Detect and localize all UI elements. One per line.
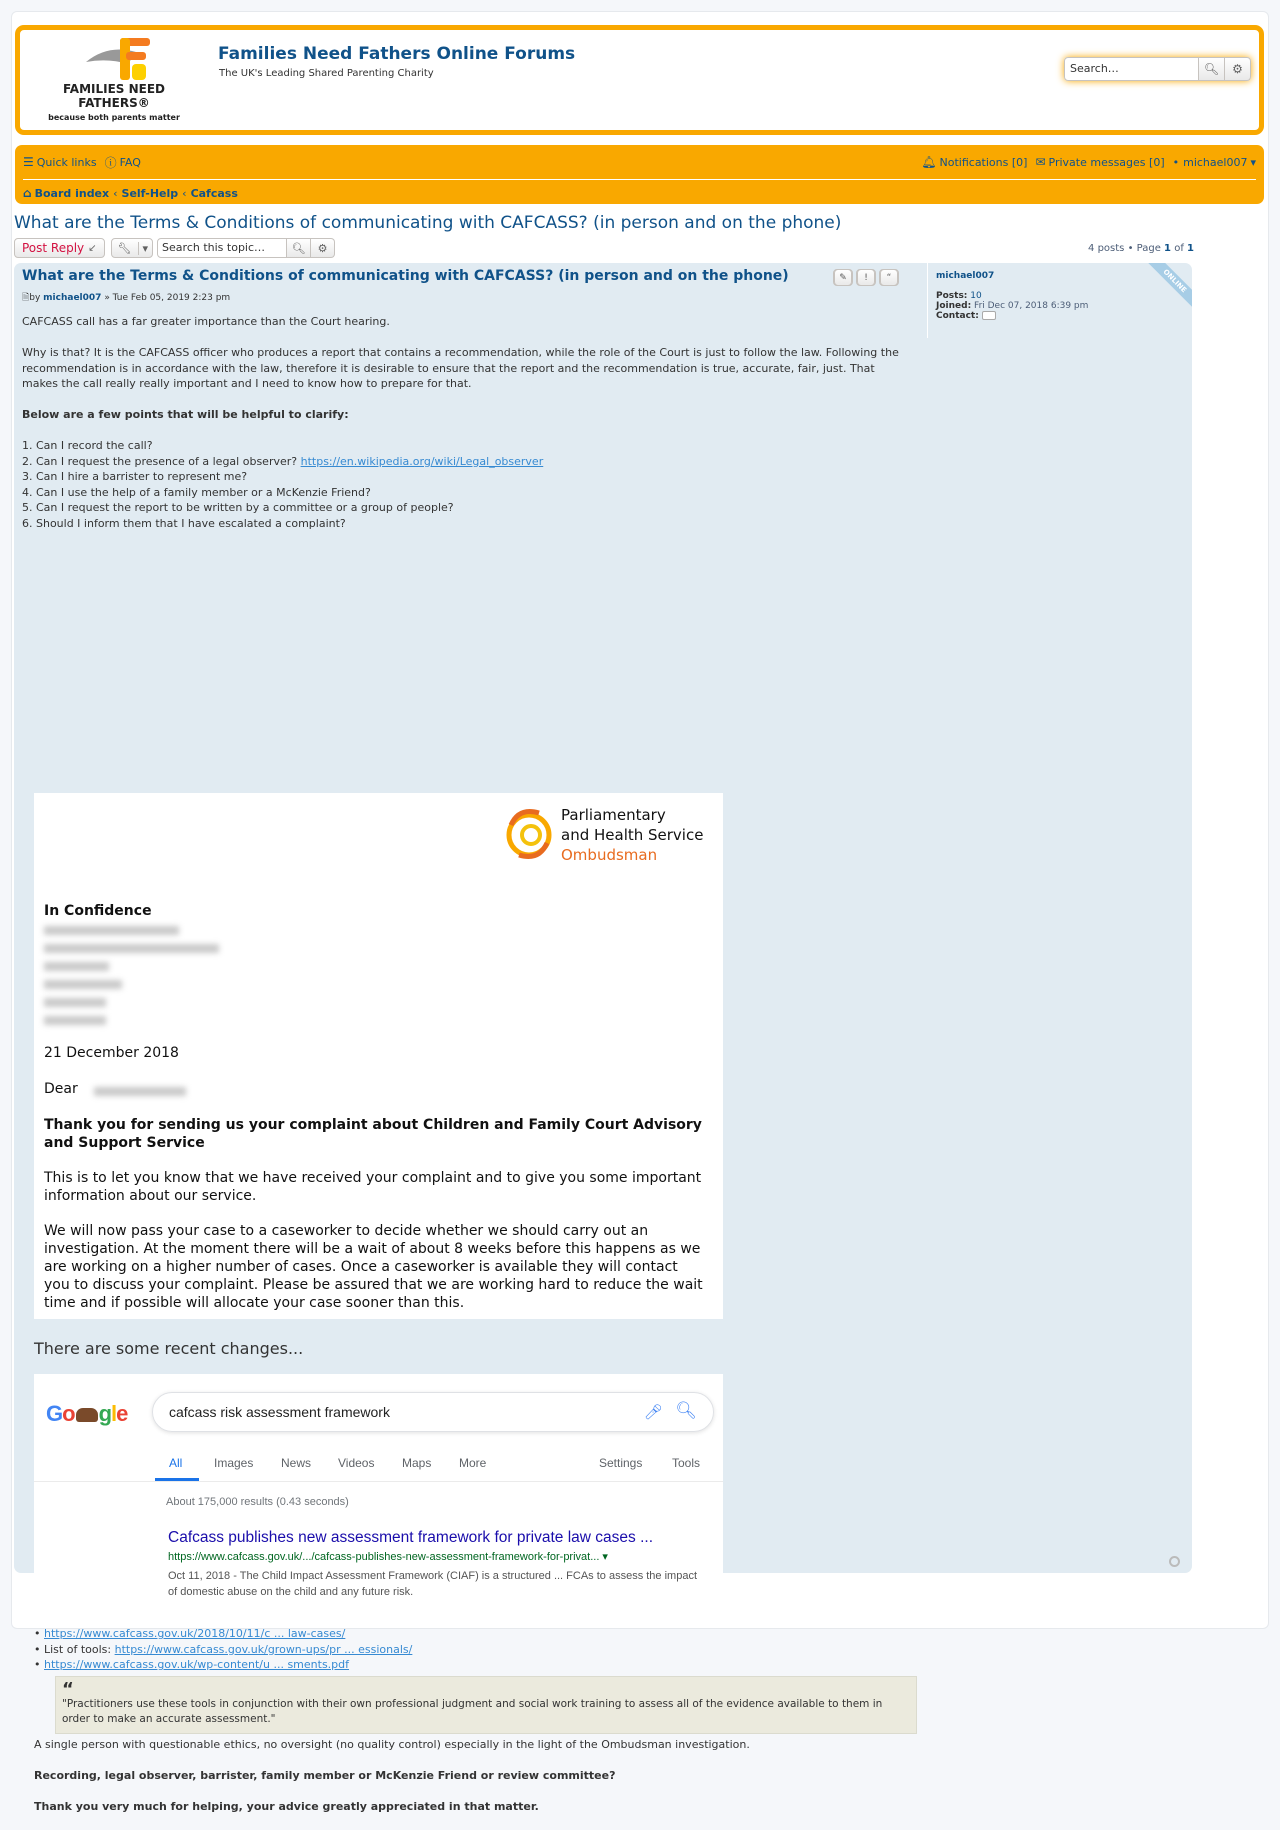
post-paragraph: A single person with questionable ethics, no oversight (no quality control) especially in the light of the Ombudsman investigation.	[34, 1738, 750, 1751]
wrench-icon: 🔧︎	[117, 241, 132, 255]
profile-posts-count[interactable]: 10	[970, 291, 982, 301]
profile-joined: Joined: Fri Dec 07, 2018 6:39 pm	[936, 301, 1089, 311]
contact-icon[interactable]	[982, 311, 996, 320]
profile-contact: Contact:	[936, 311, 1184, 321]
google-tab-maps: Maps	[402, 1456, 432, 1470]
post-actions	[833, 269, 899, 286]
post-file-icon: 🗎︎	[22, 293, 30, 303]
post-paragraph-bold: Thank you very much for helping, your advice greatly appreciated in that matter.	[34, 1800, 539, 1813]
recent-changes-text: There are some recent changes...	[34, 1339, 304, 1358]
breadcrumb-cafcass[interactable]: Cafcass	[190, 186, 238, 200]
faq-link[interactable]: ⓘ FAQ	[104, 155, 141, 170]
breadcrumb	[23, 179, 1256, 200]
link-item: • https://www.cafcass.gov.uk/wp-content/u ... sments.pdf	[34, 1658, 350, 1671]
search-button[interactable]	[1199, 57, 1225, 81]
redacted-line	[44, 980, 122, 989]
cafcass-link-1[interactable]: https://www.cafcass.gov.uk/2018/10/11/c ... law-cases/	[44, 1627, 346, 1640]
point-item: 1. Can I record the call?	[22, 439, 153, 452]
google-tab-images: Images	[214, 1456, 254, 1470]
google-result-url: https://www.cafcass.gov.uk/.../cafcass-publishes-new-assessment-framework-for-privat... ▾	[168, 1551, 608, 1563]
topic-tools-button[interactable]	[111, 238, 154, 258]
google-tab-tools: Tools	[672, 1456, 701, 1470]
question-icon: ⓘ	[104, 155, 117, 170]
post-reply-button[interactable]: Post Reply ↙	[14, 238, 105, 258]
redacted-name	[94, 1087, 186, 1096]
link-item: • https://www.cafcass.gov.uk/2018/10/11/c ... law-cases/	[34, 1627, 346, 1640]
post-meta: 🗎︎by michael007 » Tue Feb 05, 2019 2:23 pm	[22, 293, 231, 303]
redacted-line	[44, 962, 109, 971]
letter-confidence: In Confidence	[44, 903, 152, 919]
post	[14, 263, 1192, 1813]
header-search-input[interactable]: Search…	[1064, 57, 1199, 81]
header-search	[1064, 57, 1251, 81]
exclamation-icon: !	[857, 269, 875, 286]
caret-down-icon: ▾	[138, 242, 153, 255]
google-doodle-logo: Go gle	[46, 1401, 128, 1426]
point-item: 5. Can I request the report to be written by a committee or a group of people?	[22, 501, 454, 514]
breadcrumb-self-help[interactable]: Self-Help	[121, 186, 179, 200]
points-list	[22, 438, 912, 531]
link-item: • List of tools: https://www.cafcass.gov.uk/grown-ups/pr ... essionals/	[34, 1642, 413, 1656]
post-paragraph-bold: Recording, legal observer, barrister, family member or McKenzie Friend or review committee?	[34, 1769, 616, 1782]
chevron-down-icon: ▾	[1250, 155, 1256, 169]
topic-search-input[interactable]: Search this topic…	[157, 238, 287, 258]
google-tab-all: All	[169, 1456, 183, 1470]
post-paragraph-bold: Below are a few points that will be helpful to clarify:	[22, 408, 349, 421]
edit-button[interactable]	[833, 269, 853, 286]
google-tab-news: News	[281, 1456, 312, 1470]
site-logo[interactable]	[34, 34, 194, 129]
google-results-count: About 175,000 results (0.43 seconds)	[166, 1496, 349, 1508]
google-search-box: cafcass risk assessment framework 🎤︎ 🔍︎	[152, 1392, 714, 1432]
google-divider	[34, 1481, 723, 1482]
quote-icon: “	[880, 269, 898, 286]
user-menu[interactable]: michael007 ▾	[1183, 155, 1256, 169]
post-paragraph: CAFCASS call has a far greater importance than the Court hearing.	[22, 315, 390, 328]
google-tab-videos: Videos	[338, 1456, 375, 1470]
online-ribbon: ONLINE	[1144, 263, 1192, 311]
navbar	[15, 145, 1264, 204]
post-body	[22, 268, 912, 531]
letter-date: 21 December 2018	[44, 1045, 179, 1061]
breadcrumb-separator: ‹	[182, 186, 187, 200]
topic-action-bar	[14, 237, 1194, 259]
bell-icon: 🔔︎	[921, 155, 937, 169]
fnf-logo-icon	[78, 34, 168, 84]
ombudsman-logo-icon	[499, 803, 559, 863]
navbar-top-row	[23, 152, 1256, 172]
topic-search	[157, 238, 335, 258]
post-author-link[interactable]: michael007	[43, 293, 102, 303]
navbar-user-area	[921, 155, 1256, 169]
advanced-search-button[interactable]	[1225, 57, 1251, 81]
profile-posts: Posts: 10	[936, 291, 982, 301]
quick-links-menu[interactable]: ☰ Quick links	[23, 155, 97, 169]
point-item: 2. Can I request the presence of a legal observer? https://en.wikipedia.org/wiki/Legal_observer	[22, 454, 544, 468]
ombudsman-letter-image	[34, 793, 723, 1319]
hamburger-icon: ☰	[23, 155, 34, 169]
separator-dot: •	[1172, 155, 1180, 169]
redacted-line	[44, 998, 106, 1007]
point-item: 3. Can I hire a barrister to represent me?	[22, 470, 248, 483]
letter-paragraph: We will now pass your case to a caseworker to decide whether we should carry out an investigation. At the moment there will be a wait of about 8 weeks before this happens as we are working on a higher number of cases. Once a caseworker is available they will contact you to discuss your complaint. Please be assured that we are working hard to reduce the wait time and if possible will allocate your case sooner than this.	[44, 1223, 703, 1311]
point-item: 4. Can I use the help of a family member or a McKenzie Friend?	[22, 485, 371, 499]
post-paragraph: Why is that? It is the CAFCASS officer who produces a report that contains a recommendation, while the role of the Court is just to follow the law. Following the recommendation is in accordance with the law, therefore it is desirable to ensure that the report and the recommendation is true, accurate, fair, just. That makes the call really really important and I need to know how to prepare for that.	[22, 346, 899, 390]
logo-tagline: because both parents matter	[48, 113, 180, 122]
google-result-description: Oct 11, 2018 - The Child Impact Assessment Framework (CIAF) is a structured ... FCAs to assess the impact of domestic abuse on the child and any future risk.	[168, 1570, 697, 1598]
redacted-line	[44, 1016, 106, 1025]
post-content	[22, 314, 912, 531]
quote-text: "Practitioners use these tools in conjunction with their own professional judgment and social work training to assess all of the evidence available to them in order to make an accurate assessment."	[62, 1698, 883, 1725]
cafcass-link-2[interactable]: https://www.cafcass.gov.uk/grown-ups/pr ... essionals/	[114, 1642, 413, 1656]
gear-icon: ⚙	[317, 241, 328, 255]
notifications-link[interactable]: 🔔︎ Notifications [0]	[921, 155, 1028, 169]
blockquote	[55, 1676, 917, 1734]
google-search-image	[34, 1374, 723, 1606]
page-wrap	[11, 11, 1269, 1813]
microphone-icon: 🎤︎	[643, 1404, 663, 1421]
letter-salutation: Dear	[44, 1081, 78, 1097]
google-tab-more: More	[459, 1456, 487, 1470]
reply-arrow-icon: ↙	[88, 242, 97, 254]
site-title[interactable]: Families Need Fathers Online Forums	[218, 44, 576, 64]
site-header	[15, 25, 1264, 135]
redacted-line	[44, 926, 179, 935]
quote-button[interactable]	[879, 269, 899, 286]
gear-icon: ⚙	[1232, 62, 1243, 76]
breadcrumb-board-index[interactable]: Board index	[34, 186, 110, 200]
letter-paragraph: This is to let you know that we have received your complaint and to give you some important information about our service.	[44, 1170, 702, 1204]
legal-observer-link[interactable]: https://en.wikipedia.org/wiki/Legal_observer	[300, 454, 544, 468]
topic-search-button[interactable]	[287, 238, 311, 258]
quote-mark-icon: “	[62, 1679, 74, 1700]
cafcass-link-3[interactable]: https://www.cafcass.gov.uk/wp-content/u ... sments.pdf	[44, 1658, 350, 1671]
post-date: » Tue Feb 05, 2019 2:23 pm	[104, 293, 231, 303]
home-icon: ⌂	[23, 186, 32, 200]
post-title[interactable]: What are the Terms & Conditions of communicating with CAFCASS? (in person and on the phone)	[22, 268, 789, 284]
google-tab-settings: Settings	[599, 1456, 643, 1470]
ombudsman-name: Parliamentary and Health Service Ombudsman	[561, 806, 704, 864]
profile-username[interactable]: michael007	[936, 271, 995, 281]
site-description: The UK's Leading Shared Parenting Charity	[219, 68, 434, 79]
envelope-icon: ✉	[1035, 155, 1046, 169]
topic-advanced-search-button[interactable]	[311, 238, 335, 258]
back-to-top-icon[interactable]	[1169, 1556, 1180, 1567]
point-item: 6. Should I inform them that I have escalated a complaint?	[22, 516, 346, 530]
post-closing	[34, 1737, 914, 1830]
search-icon: 🔍︎	[291, 241, 306, 255]
redacted-line	[44, 944, 219, 953]
breadcrumb-separator: ‹	[113, 186, 118, 200]
letter-heading: Thank you for sending us your complaint about Children and Family Court Advisory and Support Service	[44, 1117, 702, 1151]
search-icon: 🔍︎	[675, 1401, 697, 1420]
topic-title[interactable]: What are the Terms & Conditions of communicating with CAFCASS? (in person and on the phone)	[14, 213, 842, 233]
report-button[interactable]	[856, 269, 876, 286]
pagination: 4 posts • Page 1 of 1	[1088, 242, 1194, 254]
search-icon: 🔍︎	[1203, 62, 1220, 76]
google-result-title: Cafcass publishes new assessment framework for private law cases ...	[168, 1529, 653, 1546]
private-messages-link[interactable]: ✉ Private messages [0]	[1035, 155, 1165, 169]
pencil-icon: ✎	[834, 269, 852, 286]
logo-brand: FAMILIES NEED FATHERS®	[62, 82, 166, 110]
